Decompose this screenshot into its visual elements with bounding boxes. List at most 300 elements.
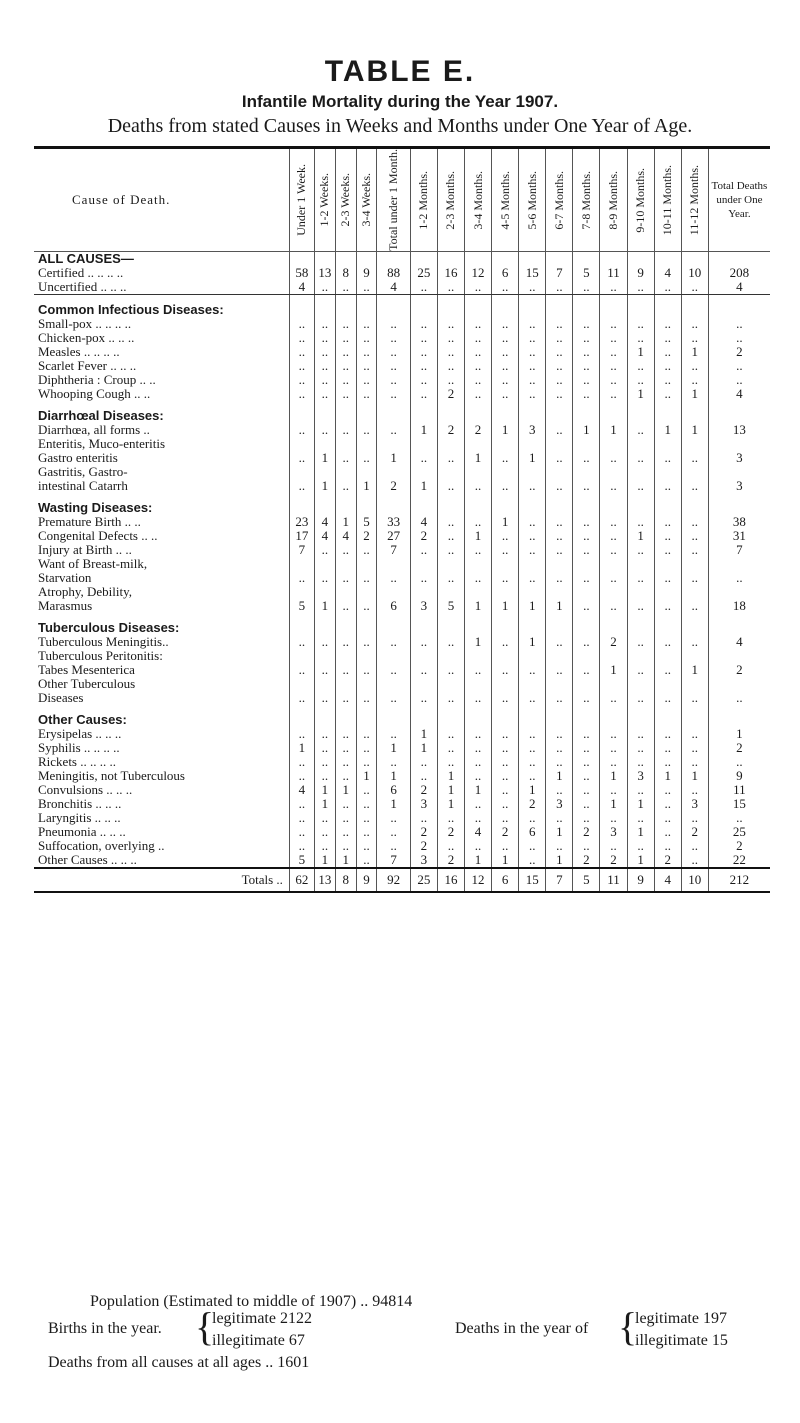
- count-cell: 1: [519, 635, 546, 649]
- table-row: [34, 557, 770, 571]
- count-cell: 7: [546, 868, 573, 892]
- count-cell: [377, 303, 410, 317]
- count-cell: 10: [681, 868, 708, 892]
- count-cell: [465, 557, 492, 571]
- count-cell: [492, 557, 519, 571]
- count-cell: ..: [573, 317, 600, 331]
- count-cell: ..: [627, 571, 654, 585]
- count-cell: [627, 303, 654, 317]
- count-cell: ..: [437, 331, 464, 345]
- cause-label: Congenital Defects .. ..: [38, 528, 158, 543]
- count-cell: 1: [437, 797, 464, 811]
- table-row: [34, 839, 770, 853]
- count-cell: ..: [335, 317, 356, 331]
- count-cell: [335, 677, 356, 691]
- total-cell: 13: [708, 423, 770, 437]
- spacer-cell: [465, 705, 492, 713]
- count-cell: 3: [410, 797, 437, 811]
- count-cell: [335, 557, 356, 571]
- table-row: [34, 345, 770, 359]
- count-cell: ..: [465, 691, 492, 705]
- count-cell: 1: [546, 599, 573, 613]
- spacer-cell: [546, 613, 573, 621]
- cause-label: Diseases: [38, 690, 84, 705]
- count-cell: [289, 501, 314, 515]
- count-cell: ..: [356, 691, 377, 705]
- count-cell: ..: [654, 839, 681, 853]
- table-description: Deaths from stated Causes in Weeks and Months under One Year of Age.: [107, 115, 693, 137]
- count-cell: 12: [465, 266, 492, 280]
- count-cell: ..: [356, 345, 377, 359]
- total-cell: ..: [708, 691, 770, 705]
- count-cell: [654, 585, 681, 599]
- count-cell: [519, 501, 546, 515]
- count-cell: [465, 677, 492, 691]
- count-cell: [335, 303, 356, 317]
- count-cell: 16: [437, 266, 464, 280]
- count-cell: 2: [410, 839, 437, 853]
- count-cell: ..: [654, 691, 681, 705]
- count-cell: ..: [289, 825, 314, 839]
- count-cell: 1: [314, 599, 335, 613]
- spacer-cell: [708, 705, 770, 713]
- count-cell: ..: [600, 451, 627, 465]
- count-cell: 2: [437, 387, 464, 401]
- count-cell: 1: [492, 515, 519, 529]
- count-cell: [546, 251, 573, 266]
- count-cell: ..: [314, 423, 335, 437]
- cause-column-header: Cause of Death.: [34, 148, 289, 252]
- cause-label: Other Causes .. .. ..: [38, 852, 137, 867]
- count-cell: ..: [627, 359, 654, 373]
- count-cell: ..: [335, 663, 356, 677]
- count-cell: 11: [600, 868, 627, 892]
- age-column-header: [465, 148, 492, 252]
- count-cell: 1: [681, 769, 708, 783]
- age-column-header-text: 6-7 Months.: [551, 170, 566, 230]
- count-cell: ..: [654, 543, 681, 557]
- table-row: [34, 266, 770, 280]
- count-cell: ..: [437, 317, 464, 331]
- count-cell: ..: [600, 811, 627, 825]
- table-row: [34, 515, 770, 529]
- count-cell: [410, 501, 437, 515]
- count-cell: 1: [600, 423, 627, 437]
- count-cell: ..: [356, 423, 377, 437]
- table-row: [34, 797, 770, 811]
- count-cell: 11: [600, 266, 627, 280]
- cause-label: Measles .. .. .. ..: [38, 344, 120, 359]
- spacer-cell: [465, 493, 492, 501]
- count-cell: ..: [681, 451, 708, 465]
- count-cell: ..: [437, 529, 464, 543]
- count-cell: 3: [627, 769, 654, 783]
- count-cell: [314, 557, 335, 571]
- age-column-header-text: 11-12 Months.: [687, 164, 702, 236]
- count-cell: ..: [492, 373, 519, 387]
- count-cell: ..: [314, 280, 335, 295]
- section-heading: Tuberculous Diseases:: [38, 620, 180, 635]
- count-cell: [573, 251, 600, 266]
- count-cell: [627, 437, 654, 451]
- count-cell: ..: [465, 317, 492, 331]
- count-cell: ..: [492, 797, 519, 811]
- count-cell: [377, 465, 410, 479]
- age-column-header-text: 2-3 Weeks.: [338, 173, 353, 227]
- count-cell: 3: [681, 797, 708, 811]
- count-cell: ..: [600, 529, 627, 543]
- count-cell: ..: [546, 359, 573, 373]
- cause-label: Chicken-pox .. .. ..: [38, 330, 135, 345]
- age-column-header: [356, 148, 377, 252]
- spacer-cell: [377, 294, 410, 303]
- count-cell: 1: [335, 853, 356, 868]
- spacer-cell: [546, 401, 573, 409]
- count-cell: ..: [465, 479, 492, 493]
- spacer-row: [34, 401, 770, 409]
- table-row: [34, 677, 770, 691]
- count-cell: 13: [314, 266, 335, 280]
- spacer-cell: [519, 294, 546, 303]
- count-cell: [356, 409, 377, 423]
- count-cell: 2: [519, 797, 546, 811]
- count-cell: ..: [546, 635, 573, 649]
- count-cell: 1: [546, 825, 573, 839]
- total-cell: 1: [708, 727, 770, 741]
- count-cell: ..: [573, 691, 600, 705]
- count-cell: ..: [289, 345, 314, 359]
- count-cell: ..: [335, 571, 356, 585]
- count-cell: [465, 437, 492, 451]
- count-cell: ..: [410, 373, 437, 387]
- count-cell: [519, 437, 546, 451]
- count-cell: ..: [600, 691, 627, 705]
- count-cell: ..: [437, 839, 464, 853]
- count-cell: ..: [546, 331, 573, 345]
- age-column-header: [546, 148, 573, 252]
- count-cell: [519, 303, 546, 317]
- count-cell: ..: [377, 727, 410, 741]
- count-cell: ..: [627, 280, 654, 295]
- spacer-cell: [410, 401, 437, 409]
- count-cell: ..: [492, 331, 519, 345]
- count-cell: [600, 713, 627, 727]
- count-cell: 1: [377, 797, 410, 811]
- count-cell: ..: [314, 571, 335, 585]
- spacer-cell: [519, 401, 546, 409]
- count-cell: ..: [314, 741, 335, 755]
- count-cell: 6: [492, 868, 519, 892]
- table-row: [34, 649, 770, 663]
- cause-label: Whooping Cough .. ..: [38, 386, 151, 401]
- count-cell: ..: [546, 515, 573, 529]
- spacer-cell: [573, 705, 600, 713]
- count-cell: [437, 409, 464, 423]
- count-cell: ..: [356, 741, 377, 755]
- cause-label: Diarrhœa, all forms ..: [38, 422, 150, 437]
- count-cell: [492, 465, 519, 479]
- count-cell: [654, 465, 681, 479]
- totals-row: [34, 868, 770, 892]
- count-cell: ..: [377, 825, 410, 839]
- count-cell: [546, 585, 573, 599]
- count-cell: ..: [681, 359, 708, 373]
- cause-label: Suffocation, overlying ..: [38, 838, 165, 853]
- count-cell: [437, 677, 464, 691]
- count-cell: [314, 251, 335, 266]
- count-cell: [654, 409, 681, 423]
- count-cell: 3: [410, 599, 437, 613]
- count-cell: 1: [465, 853, 492, 868]
- count-cell: [377, 713, 410, 727]
- count-cell: ..: [519, 280, 546, 295]
- spacer-cell: [377, 493, 410, 501]
- count-cell: ..: [546, 691, 573, 705]
- count-cell: ..: [519, 359, 546, 373]
- count-cell: ..: [314, 387, 335, 401]
- count-cell: 25: [410, 266, 437, 280]
- count-cell: ..: [519, 345, 546, 359]
- total-cell: 4: [708, 280, 770, 295]
- count-cell: ..: [335, 423, 356, 437]
- count-cell: ..: [600, 783, 627, 797]
- total-cell: [708, 621, 770, 635]
- count-cell: [681, 713, 708, 727]
- spacer-cell: [681, 613, 708, 621]
- count-cell: [627, 649, 654, 663]
- count-cell: ..: [519, 755, 546, 769]
- count-cell: ..: [377, 663, 410, 677]
- spacer-cell: [356, 493, 377, 501]
- count-cell: [519, 713, 546, 727]
- count-cell: [314, 649, 335, 663]
- count-cell: ..: [356, 727, 377, 741]
- count-cell: 1: [681, 423, 708, 437]
- count-cell: ..: [492, 663, 519, 677]
- total-cell: ..: [708, 317, 770, 331]
- table-heading: TABLE E.: [324, 55, 476, 88]
- total-cell: 31: [708, 529, 770, 543]
- count-cell: ..: [681, 571, 708, 585]
- spacer-cell: [681, 294, 708, 303]
- cause-label: Tuberculous Meningitis..: [38, 634, 169, 649]
- count-cell: ..: [356, 543, 377, 557]
- count-cell: [465, 251, 492, 266]
- age-column-header-text: 3-4 Weeks.: [359, 173, 374, 227]
- table-row: [34, 741, 770, 755]
- total-cell: ..: [708, 331, 770, 345]
- count-cell: ..: [546, 373, 573, 387]
- count-cell: 1: [465, 783, 492, 797]
- spacer-cell: [573, 493, 600, 501]
- count-cell: ..: [289, 423, 314, 437]
- births-brace: {: [195, 1304, 215, 1349]
- count-cell: ..: [519, 769, 546, 783]
- count-cell: ..: [681, 599, 708, 613]
- count-cell: [437, 465, 464, 479]
- count-cell: ..: [410, 543, 437, 557]
- cause-label: Gastro enteritis: [38, 450, 118, 465]
- table-subtitle: Infantile Mortality during the Year 1907.: [241, 92, 559, 111]
- count-cell: ..: [546, 543, 573, 557]
- count-cell: 7: [289, 543, 314, 557]
- count-cell: ..: [573, 663, 600, 677]
- table-row: [34, 465, 770, 479]
- spacer-cell: [465, 613, 492, 621]
- count-cell: [681, 303, 708, 317]
- table-row: [34, 783, 770, 797]
- count-cell: ..: [546, 345, 573, 359]
- count-cell: 1: [410, 423, 437, 437]
- count-cell: ..: [627, 691, 654, 705]
- count-cell: ..: [546, 529, 573, 543]
- age-column-header-text: 5-6 Months.: [524, 170, 539, 230]
- count-cell: ..: [600, 839, 627, 853]
- table-row: [34, 423, 770, 437]
- count-cell: ..: [600, 571, 627, 585]
- count-cell: ..: [546, 479, 573, 493]
- count-cell: [289, 557, 314, 571]
- count-cell: ..: [492, 280, 519, 295]
- count-cell: ..: [573, 769, 600, 783]
- count-cell: ..: [289, 635, 314, 649]
- table-row: [34, 769, 770, 783]
- spacer-cell: [314, 705, 335, 713]
- deaths-illegitimate: illegitimate 15: [635, 1332, 728, 1349]
- count-cell: [289, 437, 314, 451]
- count-cell: 7: [377, 853, 410, 868]
- count-cell: [654, 303, 681, 317]
- count-cell: ..: [335, 359, 356, 373]
- count-cell: ..: [546, 280, 573, 295]
- total-cell: 208: [708, 266, 770, 280]
- cause-label: Convulsions .. .. ..: [38, 782, 133, 797]
- count-cell: ..: [289, 755, 314, 769]
- count-cell: ..: [519, 543, 546, 557]
- count-cell: 1: [377, 769, 410, 783]
- count-cell: ..: [437, 571, 464, 585]
- count-cell: [546, 465, 573, 479]
- spacer-row: [34, 493, 770, 501]
- count-cell: ..: [289, 331, 314, 345]
- spacer-cell: [627, 705, 654, 713]
- total-cell: 2: [708, 839, 770, 853]
- count-cell: [600, 557, 627, 571]
- count-cell: [377, 409, 410, 423]
- count-cell: [356, 585, 377, 599]
- count-cell: [654, 251, 681, 266]
- count-cell: [356, 649, 377, 663]
- count-cell: ..: [600, 317, 627, 331]
- cause-label: Pneumonia .. .. ..: [38, 824, 126, 839]
- count-cell: 2: [377, 479, 410, 493]
- cause-label: Atrophy, Debility,: [38, 584, 132, 599]
- count-cell: ..: [410, 755, 437, 769]
- cause-label: Marasmus: [38, 598, 93, 613]
- count-cell: [437, 557, 464, 571]
- age-column-header: [437, 148, 464, 252]
- count-cell: ..: [519, 373, 546, 387]
- count-cell: 2: [492, 825, 519, 839]
- count-cell: [377, 251, 410, 266]
- total-cell: [708, 501, 770, 515]
- count-cell: [437, 649, 464, 663]
- count-cell: [573, 303, 600, 317]
- cause-label: Scarlet Fever .. .. ..: [38, 358, 137, 373]
- count-cell: ..: [600, 345, 627, 359]
- count-cell: ..: [410, 331, 437, 345]
- total-cell: 2: [708, 663, 770, 677]
- count-cell: ..: [492, 359, 519, 373]
- age-column-header-text: Total under 1 Month.: [386, 149, 401, 251]
- age-column-header: [410, 148, 437, 252]
- count-cell: ..: [377, 317, 410, 331]
- count-cell: [546, 501, 573, 515]
- count-cell: ..: [681, 529, 708, 543]
- cause-label: Small-pox .. .. .. ..: [38, 316, 132, 331]
- count-cell: ..: [335, 741, 356, 755]
- count-cell: ..: [289, 727, 314, 741]
- count-cell: 1: [519, 599, 546, 613]
- spacer-cell: [335, 401, 356, 409]
- total-cell: ..: [708, 359, 770, 373]
- table-row: [34, 825, 770, 839]
- count-cell: [335, 501, 356, 515]
- total-cell: 15: [708, 797, 770, 811]
- count-cell: 1: [573, 423, 600, 437]
- count-cell: ..: [681, 635, 708, 649]
- count-cell: [356, 437, 377, 451]
- spacer-cell: [314, 401, 335, 409]
- table-row: [34, 317, 770, 331]
- spacer-cell: [289, 705, 314, 713]
- count-cell: [573, 501, 600, 515]
- spacer-cell: [708, 613, 770, 621]
- count-cell: ..: [289, 811, 314, 825]
- count-cell: [377, 557, 410, 571]
- count-cell: 1: [356, 479, 377, 493]
- count-cell: ..: [377, 373, 410, 387]
- count-cell: [654, 501, 681, 515]
- count-cell: ..: [356, 359, 377, 373]
- count-cell: 9: [627, 266, 654, 280]
- count-cell: [410, 251, 437, 266]
- section-heading: Common Infectious Diseases:: [38, 302, 224, 317]
- count-cell: 6: [519, 825, 546, 839]
- count-cell: 9: [356, 266, 377, 280]
- count-cell: ..: [654, 359, 681, 373]
- count-cell: ..: [465, 345, 492, 359]
- cause-label: Enteritis, Muco-enteritis: [38, 436, 166, 451]
- all-deaths-note: Deaths from all causes at all ages .. 1601: [48, 1354, 310, 1371]
- count-cell: 6: [377, 783, 410, 797]
- count-cell: ..: [600, 515, 627, 529]
- count-cell: [519, 621, 546, 635]
- total-cell: [708, 557, 770, 571]
- spacer-cell: [681, 705, 708, 713]
- count-cell: ..: [289, 373, 314, 387]
- spacer-cell: [654, 493, 681, 501]
- count-cell: ..: [573, 331, 600, 345]
- spacer-cell: [627, 493, 654, 501]
- count-cell: ..: [654, 451, 681, 465]
- spacer-cell: [410, 294, 437, 303]
- count-cell: ..: [627, 755, 654, 769]
- count-cell: ..: [356, 635, 377, 649]
- count-cell: ..: [573, 543, 600, 557]
- spacer-cell: [335, 705, 356, 713]
- spacer-cell: [654, 613, 681, 621]
